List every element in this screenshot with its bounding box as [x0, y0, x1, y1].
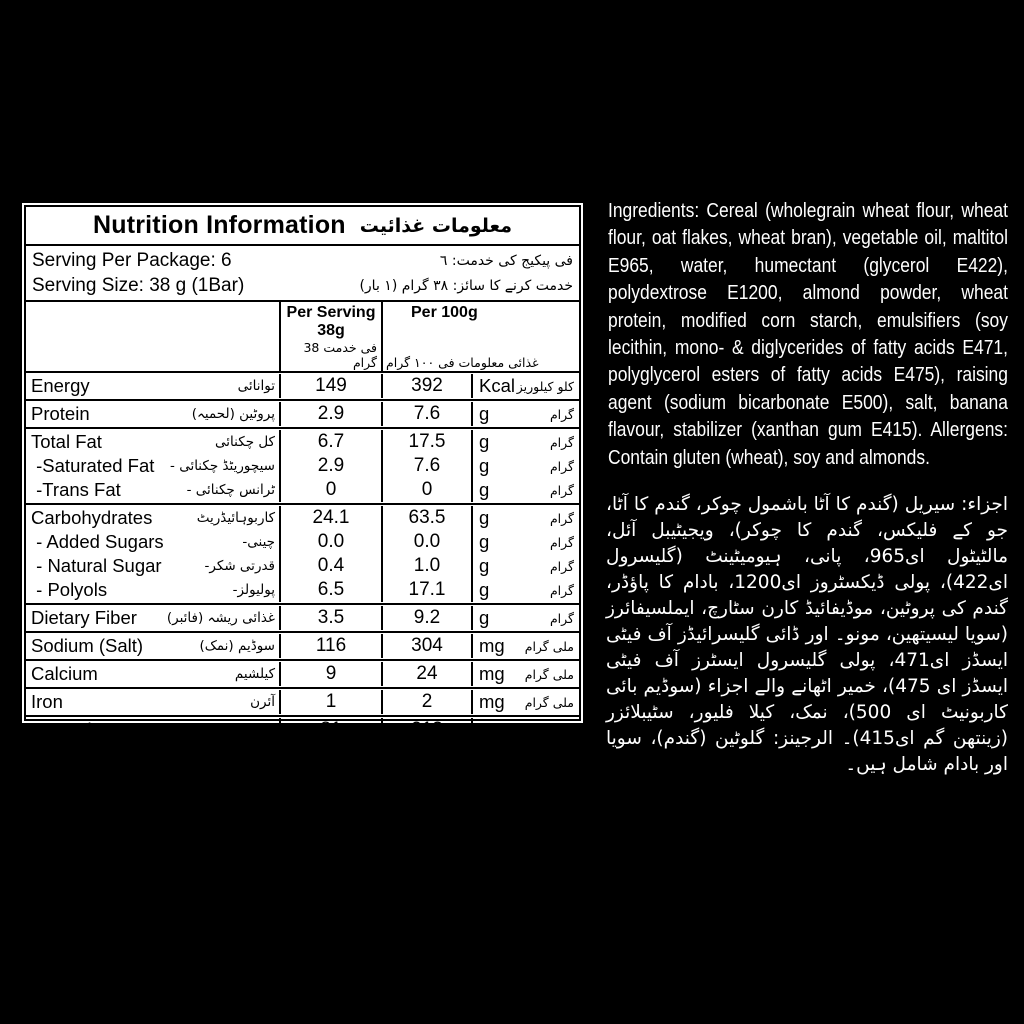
nutrient-name-cell [26, 718, 281, 742]
nutrient-row [26, 454, 279, 478]
nutrient-name-cell [26, 374, 281, 398]
per-100g-cell [383, 718, 473, 742]
unit-cell [473, 374, 579, 398]
per-serving-cell [281, 402, 383, 426]
per-100g-value: 1.0 [413, 555, 441, 576]
table-body [26, 373, 579, 743]
unit-ur: گرام [549, 558, 574, 574]
unit-ur: گرام [549, 406, 574, 422]
unit-row [473, 578, 579, 602]
header-per-100g-cell [383, 302, 579, 371]
per-serving-value: 3.5 [317, 607, 345, 628]
serving-info-box [26, 246, 579, 302]
unit-en: g [479, 455, 490, 476]
nutrient-name-en: - Polyols [31, 579, 108, 600]
nutrient-name-ur: -چینی [242, 534, 275, 550]
unit-ur: ملی گرام [524, 694, 574, 710]
nutrient-group [26, 715, 579, 743]
nutrient-name-ur: غذائی ریشہ (فائبر) [166, 610, 275, 626]
unit-ur: کلو کیلوریز [516, 378, 574, 394]
per-100g-value: 392 [411, 375, 443, 396]
nutrient-row [26, 554, 279, 578]
header-per-serving-en: Per Serving 38g [286, 304, 376, 339]
per-serving-value: 116 [315, 635, 347, 656]
nutrient-row [26, 578, 279, 602]
nutrient-name-cell [26, 606, 281, 630]
nutrient-group [26, 631, 579, 659]
nutrient-row [26, 478, 279, 502]
nutrient-group [26, 687, 579, 715]
unit-ur: ملی گرام [524, 666, 574, 682]
nutrient-row [26, 402, 279, 426]
per-100g-value: 0.0 [413, 531, 441, 552]
unit-cell [473, 690, 579, 714]
per-serving-value: 6.5 [317, 579, 345, 600]
unit-ur: گرام [549, 482, 574, 498]
nutrient-name-ur: کاربوہائیڈریٹ [196, 510, 275, 526]
per-100g-value: 2 [421, 691, 433, 712]
nutrient-group [26, 399, 579, 427]
per-100g-cell [383, 402, 473, 426]
nutrient-name-en: Protein [31, 403, 90, 424]
serving-per-package-row [32, 250, 573, 272]
unit-row [473, 718, 579, 742]
nutrient-group [26, 427, 579, 503]
nutrient-group [26, 503, 579, 603]
nutrition-facts-panel [22, 203, 583, 740]
nutrient-name-ur: -قدرتی شکر [204, 558, 275, 574]
nutrient-name-cell [26, 430, 281, 502]
nutrient-name-ur: -پولیولز [232, 582, 275, 598]
per-serving-cell [281, 606, 383, 630]
unit-en: g [479, 607, 490, 628]
per-serving-cell [281, 662, 383, 686]
serving-size-en: Serving Size: 38 g (1Bar) [32, 274, 245, 296]
per-serving-cell [281, 690, 383, 714]
table-title-en: Nutrition Information [92, 211, 346, 239]
nutrient-name-ur: آئرن [250, 694, 275, 710]
per-serving-cell [281, 506, 383, 602]
per-serving-cell [281, 718, 383, 742]
per-serving-value: 1 [325, 691, 337, 712]
nutrient-name-ur: - سیچوریٹڈ چکنائی [170, 458, 275, 474]
unit-ur: گرام [549, 582, 574, 598]
nutrient-row [26, 606, 279, 630]
nutrient-name-en: Iron [31, 691, 63, 712]
table-title-row [26, 207, 579, 246]
per-serving-value: 0.0 [317, 531, 345, 552]
per-100g-value: 0 [421, 479, 433, 500]
unit-en: mg [479, 635, 505, 656]
nutrient-name-ur: - ٹرانس چکنائی [186, 482, 275, 498]
nutrient-row [26, 690, 279, 714]
nutrient-name-cell [26, 662, 281, 686]
unit-ur: گرام [549, 458, 574, 474]
nutrient-row [26, 662, 279, 686]
nutrient-name-ur: پوٹاشیم [232, 722, 275, 738]
serving-size-row [32, 275, 573, 297]
nutrient-name-en: - Added Sugars [31, 531, 164, 552]
nutrient-name-en: Total Fat [31, 431, 102, 452]
header-per-serving-ur: فی خدمت 38 گرام [303, 340, 377, 370]
table-title-ur: معلومات غذائیت [359, 214, 512, 237]
header-per-100g-en: Per 100g [411, 304, 478, 321]
nutrient-name-ur: سوڈیم (نمک) [199, 638, 275, 654]
unit-en: g [479, 507, 490, 528]
unit-cell [473, 506, 579, 602]
nutrient-group [26, 603, 579, 631]
per-serving-value: 149 [315, 375, 347, 396]
nutrient-name-ur: توانائی [237, 378, 275, 394]
per-100g-cell [383, 662, 473, 686]
unit-ur: ملی گرام [524, 722, 574, 738]
unit-row [473, 634, 579, 658]
serving-size-ur: خدمت کرنے کا سائز: ۳۸ گرام (۱ بار) [359, 277, 573, 294]
unit-ur: گرام [549, 434, 574, 450]
unit-cell [473, 402, 579, 426]
nutrient-name-ur: کیلشیم [234, 666, 275, 682]
unit-en: g [479, 403, 490, 424]
nutrient-name-ur: پروٹین (لحمیہ) [191, 406, 275, 422]
per-100g-value: 17.1 [408, 579, 446, 600]
column-header-row [26, 302, 579, 373]
per-100g-value: 7.6 [413, 455, 441, 476]
unit-row [473, 402, 579, 426]
ingredients-paragraph-ur: اجزاء: سیریل (گندم کا آٹا باشمول چوکر، گندم کا آٹا، جو کے فلیکس، گندم کا چوکر)، ویجیٹیبل آئل، مالٹیٹول ای965، پانی، ہیومیٹینٹ (گلیسرول ای422)، پولی ڈیکسٹروز ای1200، بادام کا پاؤڈر، گندم کی پروٹین، موڈیفائیڈ کارن سٹارچ، ایملسیفائرز (سویا لیسیتھین، مونو۔ اور ڈائی گلیسرائیڈز آف فیٹی ایسڈز ای471، پولی گلیسرول ایسٹرز آف فیٹی ایسڈز ای 475)، خمیر اٹھانے والے اجزاء (سوڈیم بائی کاربونیٹ ای 500)، نمک، کیلا فلیور، سٹیبلائزر (زینتھن گم ای415)۔ الرجینز: گلوٹین (گندم)، سویا اور بادام شامل ہیں۔ [606, 494, 1008, 775]
per-serving-value: 0.4 [317, 555, 345, 576]
nutrient-name-en: Carbohydrates [31, 507, 153, 528]
nutrient-name-cell [26, 402, 281, 426]
unit-ur: گرام [549, 534, 574, 550]
per-serving-value: 6.7 [317, 431, 345, 452]
per-100g-value: 7.6 [413, 403, 441, 424]
per-serving-cell [281, 634, 383, 658]
nutrient-name-ur: کل چکنائی [215, 434, 275, 450]
unit-row [473, 690, 579, 714]
nutrient-group [26, 373, 579, 399]
unit-row [473, 478, 579, 502]
per-100g-value: 24 [416, 663, 438, 684]
unit-en: g [479, 479, 490, 500]
nutrient-row [26, 634, 279, 658]
per-serving-value: 0 [325, 479, 337, 500]
unit-cell [473, 662, 579, 686]
nutrient-row [26, 530, 279, 554]
per-serving-cell [281, 374, 383, 398]
nutrient-name-en: -Trans Fat [31, 479, 121, 500]
nutrient-row [26, 506, 279, 530]
header-per-100g-ur: غذائی معلومات فی ۱۰۰ گرام [386, 355, 539, 370]
nutrient-name-en: Potassium [31, 719, 118, 740]
unit-row [473, 430, 579, 454]
serving-per-package-ur: فی پیکیج کی خدمت: ٦ [439, 252, 573, 269]
unit-en: g [479, 579, 490, 600]
nutrient-row [26, 718, 279, 742]
unit-row [473, 662, 579, 686]
unit-en: mg [479, 663, 505, 684]
per-100g-cell [383, 634, 473, 658]
per-100g-value: 9.2 [413, 607, 441, 628]
per-100g-cell [383, 374, 473, 398]
nutrient-group [26, 659, 579, 687]
unit-row [473, 606, 579, 630]
nutrient-name-en: Sodium (Salt) [31, 635, 144, 656]
unit-en: g [479, 531, 490, 552]
unit-cell [473, 718, 579, 742]
per-100g-value: 17.5 [408, 431, 446, 452]
unit-en: mg [479, 691, 505, 712]
header-empty-cell [26, 302, 281, 371]
unit-row [473, 454, 579, 478]
unit-row [473, 506, 579, 530]
nutrient-name-en: Calcium [31, 663, 98, 684]
unit-row [473, 374, 579, 398]
per-100g-value: 63.5 [408, 507, 446, 528]
unit-en: g [479, 555, 490, 576]
unit-ur: ملی گرام [524, 638, 574, 654]
unit-row [473, 530, 579, 554]
per-100g-value: 213 [411, 719, 443, 740]
unit-en: g [479, 431, 490, 452]
nutrient-name-en: -Saturated Fat [31, 455, 155, 476]
per-serving-value: 9 [325, 663, 337, 684]
unit-cell [473, 430, 579, 502]
nutrition-table [24, 205, 581, 740]
ingredients-paragraph-en: Ingredients: Cereal (wholegrain wheat flour, wheat flour, oat flakes, wheat bran), vegetable oil, maltitol E965, water, humectant (glycerol E422), polydextrose E1200, almond powder, wheat protein, modified corn starch, emulsifiers (soy lecithin, mono- & diglycerides of fatty acids E471, polyglycerol esters of fatty acids E475), raising agent (sodium bicarbonate E500), salt, banana flavour, stabilizer (xanthan gum E415). Allergens: Contain gluten (wheat), soy and almonds. [608, 199, 1008, 469]
per-serving-value: 81 [320, 719, 342, 740]
per-100g-cell [383, 506, 473, 602]
unit-en: Kcal [479, 375, 515, 396]
serving-per-package-en: Serving Per Package: 6 [32, 249, 232, 271]
nutrient-row [26, 430, 279, 454]
per-100g-cell [383, 430, 473, 502]
unit-cell [473, 634, 579, 658]
nutrient-name-cell [26, 634, 281, 658]
unit-cell [473, 606, 579, 630]
per-serving-cell [281, 430, 383, 502]
unit-en: mg [479, 719, 505, 740]
unit-ur: گرام [549, 510, 574, 526]
per-100g-cell [383, 690, 473, 714]
per-100g-cell [383, 606, 473, 630]
unit-row [473, 554, 579, 578]
nutrient-row [26, 374, 279, 398]
nutrient-name-en: Dietary Fiber [31, 607, 137, 628]
nutrient-name-cell [26, 690, 281, 714]
per-100g-value: 304 [411, 635, 443, 656]
nutrient-name-en: - Natural Sugar [31, 555, 162, 576]
per-serving-value: 24.1 [312, 507, 350, 528]
nutrient-name-cell [26, 506, 281, 602]
unit-ur: گرام [549, 610, 574, 626]
header-per-serving-cell [281, 302, 383, 371]
nutrient-name-en: Energy [31, 375, 90, 396]
per-serving-value: 2.9 [317, 403, 345, 424]
per-serving-value: 2.9 [317, 455, 345, 476]
